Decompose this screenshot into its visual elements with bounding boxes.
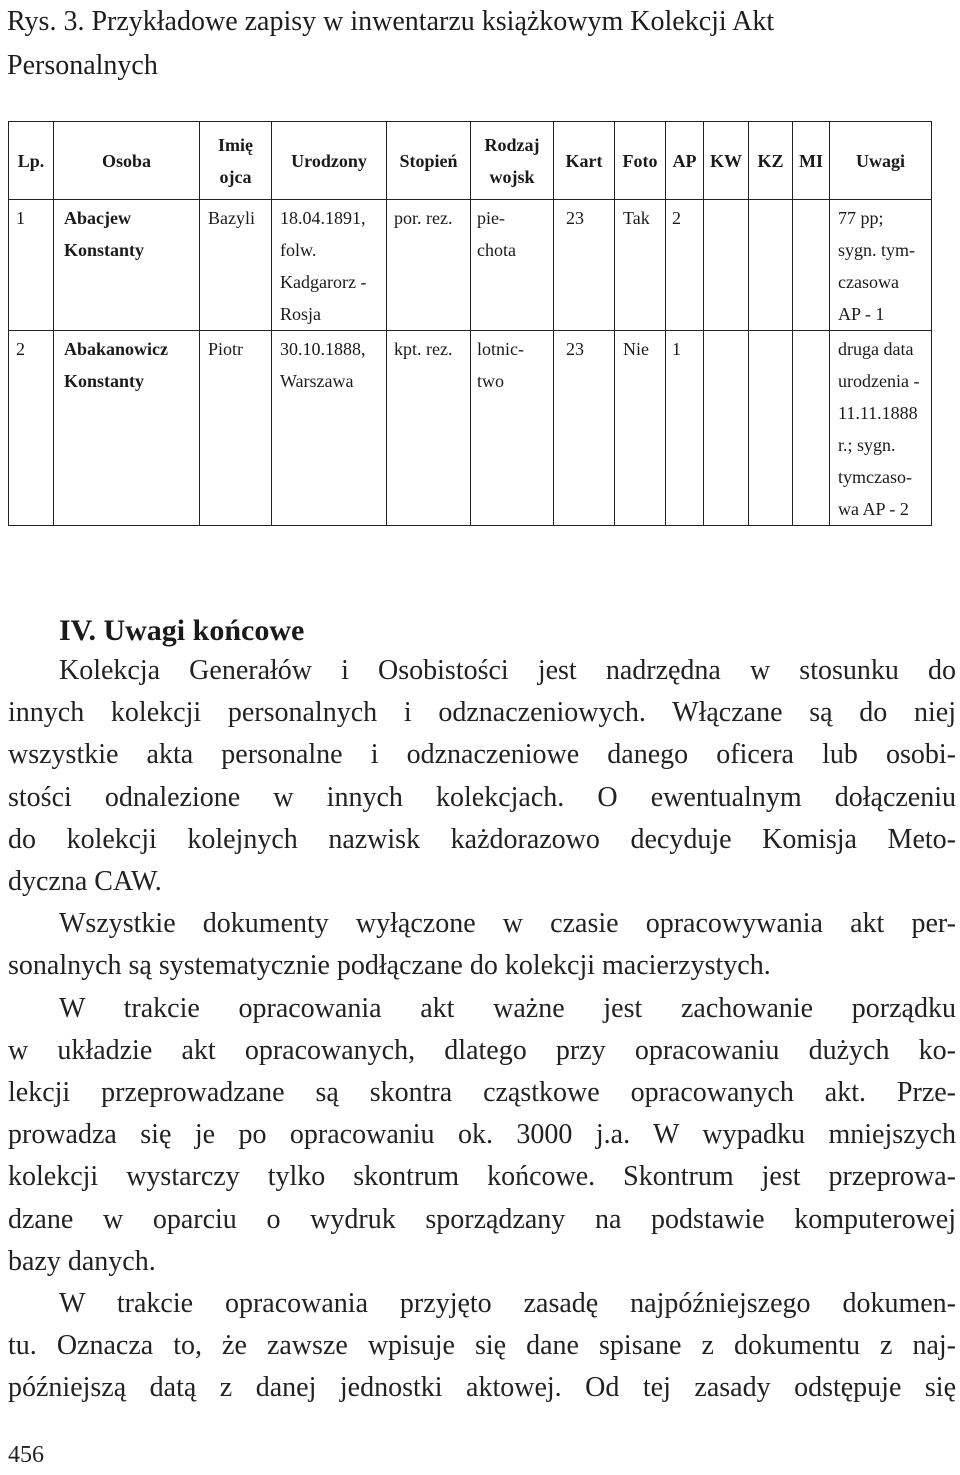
text-line: Wszystkie dokumenty wyłączone w czasie opracowywania akt per- bbox=[59, 908, 956, 940]
page-number: 456 bbox=[8, 1442, 44, 1468]
cell-rodzaj-wojsk bbox=[471, 200, 554, 331]
cell-kw bbox=[704, 331, 749, 526]
cell-line: folw. bbox=[280, 240, 317, 260]
col-header-lp: Lp. bbox=[9, 122, 54, 200]
col-header-uwagi: Uwagi bbox=[830, 122, 932, 200]
figure-caption bbox=[7, 0, 947, 88]
cell-ap: 1 bbox=[666, 331, 704, 526]
text-line: W trakcie opracowania przyjęto zasadę najpóźniejszego dokumen- bbox=[59, 1288, 956, 1320]
cell-foto: Nie bbox=[615, 331, 666, 526]
cell-lp: 1 bbox=[9, 200, 54, 331]
cell-line: sygn. tym- bbox=[838, 240, 916, 260]
text-line: Kolekcja Generałów i Osobistości jest nadrzędna w stosunku do bbox=[59, 655, 956, 686]
text-line: bazy danych. bbox=[8, 1245, 156, 1277]
cell-line: wa AP - 2 bbox=[838, 499, 909, 519]
text-line: do kolekcji kolejnych nazwisk każdorazowo decyduje Komisja Meto- bbox=[8, 823, 956, 855]
text-line: dzane w oparciu o wydruk sporządzany na podstawie komputerowej bbox=[8, 1203, 956, 1235]
cell-line: druga data bbox=[838, 339, 914, 359]
col-header-urodzony: Urodzony bbox=[272, 122, 387, 200]
text-line: lekcji przeprowadzane są skontra cząstkowe opracowanych akt. Prze- bbox=[8, 1077, 956, 1109]
col-header-kw: KW bbox=[704, 122, 749, 200]
paragraph bbox=[8, 1283, 956, 1410]
header-line: wojsk bbox=[489, 166, 535, 187]
col-header-osoba: Osoba bbox=[54, 122, 200, 200]
cell-imie-ojca: Bazyli bbox=[200, 200, 272, 331]
cell-line: urodzenia - bbox=[838, 371, 920, 391]
cell-lp: 2 bbox=[9, 331, 54, 526]
paragraph bbox=[8, 988, 956, 1283]
cell-ap: 2 bbox=[666, 200, 704, 331]
col-header-imie-ojca bbox=[200, 122, 272, 200]
col-header-kz: KZ bbox=[749, 122, 793, 200]
col-header-mi: MI bbox=[793, 122, 830, 200]
text-line: innych kolekcji personalnych i odznaczeniowych. Włączane są do niej bbox=[8, 697, 956, 729]
cell-line: two bbox=[477, 371, 504, 391]
table-row bbox=[9, 331, 932, 526]
cell-stopien: kpt. rez. bbox=[387, 331, 471, 526]
cell-mi bbox=[793, 331, 830, 526]
cell-line: lotnic- bbox=[477, 339, 524, 359]
header-line: ojca bbox=[219, 166, 252, 187]
cell-line: czasowa bbox=[838, 272, 899, 292]
header-line: Imię bbox=[218, 134, 253, 155]
text-line: tu. Oznacza to, że zawsze wpisuje się dane spisane z dokumentu z naj- bbox=[8, 1330, 956, 1362]
text-line: w układzie akt opracowanych, dlatego przy opracowaniu dużych ko- bbox=[8, 1034, 956, 1066]
inventory-table bbox=[8, 121, 932, 526]
cell-osoba bbox=[54, 331, 200, 526]
figure-caption-line: Rys. 3. Przykładowe zapisy w inwentarzu książkowym Kolekcji Akt bbox=[7, 6, 775, 37]
text-line: stości odnalezione w innych kolekcjach. O ewentualnym dołączeniu bbox=[8, 781, 956, 813]
cell-mi bbox=[793, 200, 830, 331]
cell-kart: 23 bbox=[554, 200, 615, 331]
text-line: W trakcie opracowania akt ważne jest zachowanie porządku bbox=[59, 992, 956, 1024]
cell-kz bbox=[749, 331, 793, 526]
cell-line: Konstanty bbox=[64, 371, 145, 391]
cell-uwagi bbox=[830, 200, 932, 331]
col-header-foto: Foto bbox=[615, 122, 666, 200]
cell-urodzony bbox=[272, 331, 387, 526]
cell-line: Abacjew bbox=[64, 208, 131, 228]
col-header-kart: Kart bbox=[554, 122, 615, 200]
cell-kw bbox=[704, 200, 749, 331]
figure-caption-line: Personalnych bbox=[7, 50, 158, 81]
cell-stopien: por. rez. bbox=[387, 200, 471, 331]
cell-rodzaj-wojsk bbox=[471, 331, 554, 526]
cell-imie-ojca: Piotr bbox=[200, 331, 272, 526]
table-header-row bbox=[9, 122, 932, 200]
cell-line: Konstanty bbox=[64, 240, 145, 260]
cell-line: AP - 1 bbox=[838, 304, 885, 324]
cell-line: Abakanowicz bbox=[64, 339, 169, 359]
cell-line: 77 pp; bbox=[838, 208, 884, 228]
cell-line: chota bbox=[477, 240, 516, 260]
cell-line: r.; sygn. bbox=[838, 435, 896, 455]
cell-uwagi bbox=[830, 331, 932, 526]
paragraph bbox=[8, 650, 956, 903]
paragraph bbox=[8, 903, 956, 987]
text-line: sonalnych są systematycznie podłączane do kolekcji macierzystych. bbox=[8, 950, 771, 982]
cell-foto: Tak bbox=[615, 200, 666, 331]
text-line: dyczna CAW. bbox=[8, 866, 162, 898]
cell-line: Rosja bbox=[280, 304, 322, 324]
cell-line: pie- bbox=[477, 208, 505, 228]
text-line: kolekcji wystarczy tylko skontrum końcowe. Skontrum jest przeprowa- bbox=[8, 1161, 956, 1193]
cell-osoba bbox=[54, 200, 200, 331]
cell-line: Kadgarorz - bbox=[280, 272, 367, 292]
header-line: Rodzaj bbox=[484, 134, 540, 155]
cell-line: 18.04.1891, bbox=[280, 208, 366, 228]
cell-line: Warszawa bbox=[280, 371, 354, 391]
cell-kz bbox=[749, 200, 793, 331]
col-header-ap: AP bbox=[666, 122, 704, 200]
col-header-stopien: Stopień bbox=[387, 122, 471, 200]
cell-kart: 23 bbox=[554, 331, 615, 526]
cell-line: 30.10.1888, bbox=[280, 339, 366, 359]
table-row bbox=[9, 200, 932, 331]
cell-urodzony bbox=[272, 200, 387, 331]
cell-line: 11.11.1888 bbox=[838, 403, 918, 423]
section-body bbox=[8, 650, 956, 1410]
text-line: późniejszą datą z danej jednostki aktowej. Od tej zasady odstępuje się bbox=[8, 1372, 956, 1404]
text-line: wszystkie akta personalne i odznaczeniowe danego oficera lub osobi- bbox=[8, 739, 956, 771]
col-header-rodzaj-wojsk bbox=[471, 122, 554, 200]
cell-line: tymczaso- bbox=[838, 467, 912, 487]
section-heading: IV. Uwagi końcowe bbox=[59, 614, 305, 647]
text-line: prowadza się je po opracowaniu ok. 3000 j.a. W wypadku mniejszych bbox=[8, 1119, 956, 1151]
